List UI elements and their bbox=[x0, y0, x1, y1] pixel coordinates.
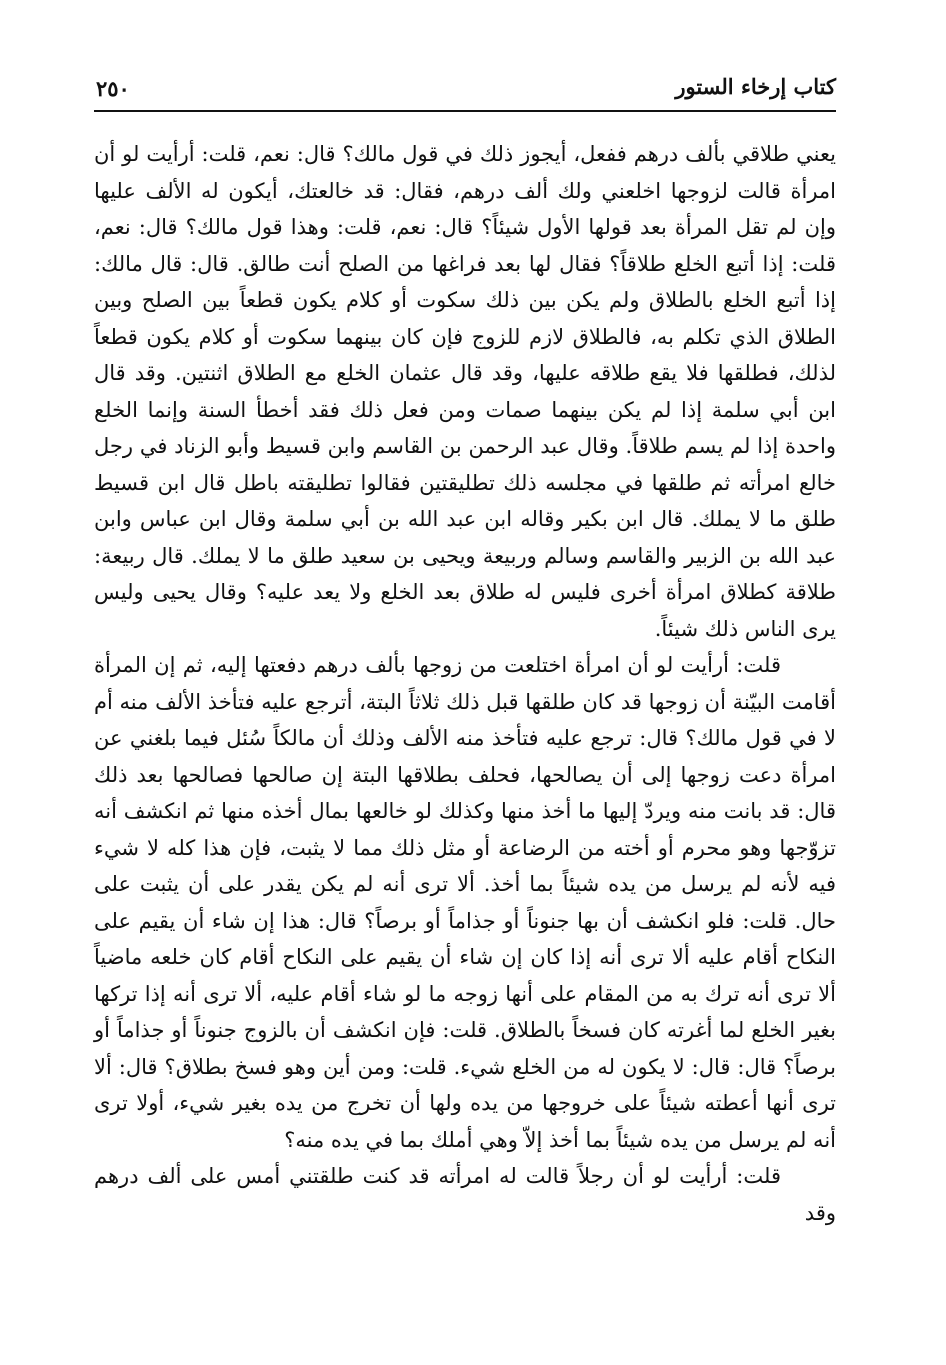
body-text bbox=[94, 136, 836, 1231]
paragraph: قلت: أرأيت لو أن امرأة اختلعت من زوجها بألف درهم دفعتها إليه، ثم إن المرأة أقامت البيّنة أن زوجها قد كان طلقها قبل ذلك ثلاثاً البتة، أترجع عليه فتأخذ الألف منه أم لا في قول مالك؟ قال: ترجع عليه فتأخذ منه الألف وذلك أن مالكاً سُئل فيما بلغني عن امرأة دعت زوجها إلى أن يصالحها، فحلف بطلاقها البتة إن صالحها فصالحها بعد ذلك قال: قد بانت منه ويردّ إليها ما أخذ منها وكذلك لو خالعها بمال أخذه منها ثم انكشف أنه تزوّجها وهو محرم أو أخته من الرضاعة أو مثل ذلك مما لا يثبت، فإن هذا كله لا شيء فيه لأنه لم يرسل من يده شيئاً بما أخذ. ألا ترى أنه لم يكن يقدر على أن يثبت على حال. قلت: فلو انكشف أن بها جنوناً أو جذاماً أو برصاً؟ قال: هذا إن شاء أن يقيم على النكاح أقام عليه ألا ترى أنه إذا كان إن شاء أن يقيم على النكاح أقام كان خلعه ماضياً ألا ترى أنه ترك به من المقام على أنها زوجه ما لو شاء أقام عليه، ألا ترى أنه إذا تركها بغير الخلع لما أغرته كان فسخاً بالطلاق. قلت: فإن انكشف أن بالزوج جنوناً أو جذاماً أو برصاً؟ قال: قال: لا يكون له من الخلع شيء. قلت: ومن أين وهو فسخ بطلاق؟ قال: ألا ترى أنها أعطته شيئاً على خروجها من يده ولها أن تخرج من يده بغير شيء، أولا ترى أنه لم يرسل من يده شيئاً بما أخذ إلاّ وهي أملك بما في يده منه؟ bbox=[94, 653, 836, 1152]
paragraph: قلت: أرأيت لو أن رجلاً قالت له امرأته قد كنت طلقتني أمس على ألف درهم وقد bbox=[94, 1164, 836, 1225]
page-header bbox=[94, 72, 836, 112]
page-number: ٢٥٠ bbox=[96, 76, 130, 101]
paragraph: يعني طلاقي بألف درهم ففعل، أيجوز ذلك في قول مالك؟ قال: نعم، قلت: أرأيت لو أن امرأة قالت لزوجها اخلعني ولك ألف درهم، فقال: قد خالعتك، أيكون له الألف عليها وإن لم تقل المرأة بعد قولها الأول شيئاً؟ قال: نعم، قلت: وهذا قول مالك؟ قال: نعم، قلت: إذا أتبع الخلع طلاقاً؟ فقال لها بعد فراغها من الصلح أنت طالق. قال: قال مالك: إذا أتبع الخلع بالطلاق ولم يكن بين ذلك سكوت أو كلام يكون قطعاً بين الصلح وبين الطلاق الذي تكلم به، فالطلاق لازم للزوج فإن كان بينهما سكوت أو كلام يكون قطعاً لذلك، فطلقها فلا يقع طلاقه عليها، وقد قال عثمان الخلع مع الطلاق اثنتين. وقد قال ابن أبي سلمة إذا لم يكن بينهما صمات ومن فعل ذلك فقد أخطأ السنة وإنما الخلع واحدة إذا لم يسم طلاقاً. وقال عبد الرحمن بن القاسم وابن قسيط وأبو الزناد في رجل خالع امرأته ثم طلقها في مجلسه ذلك تطليقتين فقالوا تطليقته باطل قال ابن قسيط طلق ما لا يملك. قال ابن بكير وقاله ابن عبد الله بن أبي سلمة وقال ابن عباس وابن عبد الله بن الزبير والقاسم وسالم وربيعة ويحيى بن سعيد طلق ما لا يملك. قال ربيعة: طلاقة كطلاق امرأة أخرى فليس له طلاق بعد الخلع ولا يعد عليه؟ وقال يحيى وليس يرى الناس ذلك شيئاً. bbox=[94, 142, 836, 641]
running-title: كتاب إرخاء الستور bbox=[675, 74, 836, 99]
